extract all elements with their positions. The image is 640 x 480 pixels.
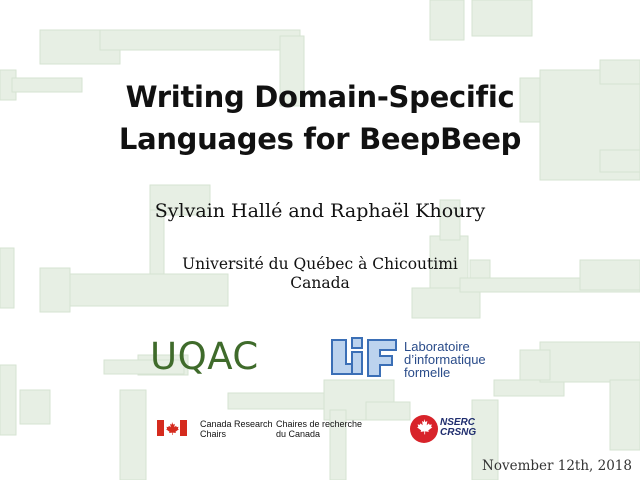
nserc-logo-text	[440, 418, 476, 438]
crc-text-english	[200, 419, 273, 439]
uqac-logo: UQAC	[150, 335, 259, 378]
crc-en-line-2: Chairs	[200, 429, 227, 439]
crc-fr-line-1: Chaires de recherche	[276, 419, 363, 429]
lif-logo-icon	[330, 336, 400, 378]
presentation-date: November 12th, 2018	[482, 458, 632, 474]
nserc-line-1: NSERC	[440, 417, 476, 428]
crc-text-french	[276, 419, 362, 439]
lif-line-3: formelle	[404, 365, 451, 380]
lif-logo-text	[404, 340, 486, 379]
nserc-maple-icon	[409, 414, 439, 444]
lif-line-1: Laboratoire	[404, 339, 470, 354]
crc-en-line-1: Canada Research	[200, 419, 273, 429]
affiliation-line-1: Université du Québec à Chicoutimi	[182, 255, 458, 273]
nserc-line-2: CRSNG	[440, 427, 477, 438]
authors: Sylvain Hallé and Raphaël Khoury	[154, 200, 486, 222]
lif-line-2: d’informatique	[404, 352, 486, 367]
affiliation-line-2: Canada	[290, 274, 350, 292]
title-line-1: Writing Domain-Specific	[125, 80, 515, 114]
crc-fr-line-2: du Canada	[276, 429, 321, 439]
slide-title	[0, 76, 640, 160]
title-line-2: Languages for BeepBeep	[118, 122, 522, 156]
affiliation	[0, 255, 640, 293]
canada-flag-icon	[157, 420, 187, 436]
